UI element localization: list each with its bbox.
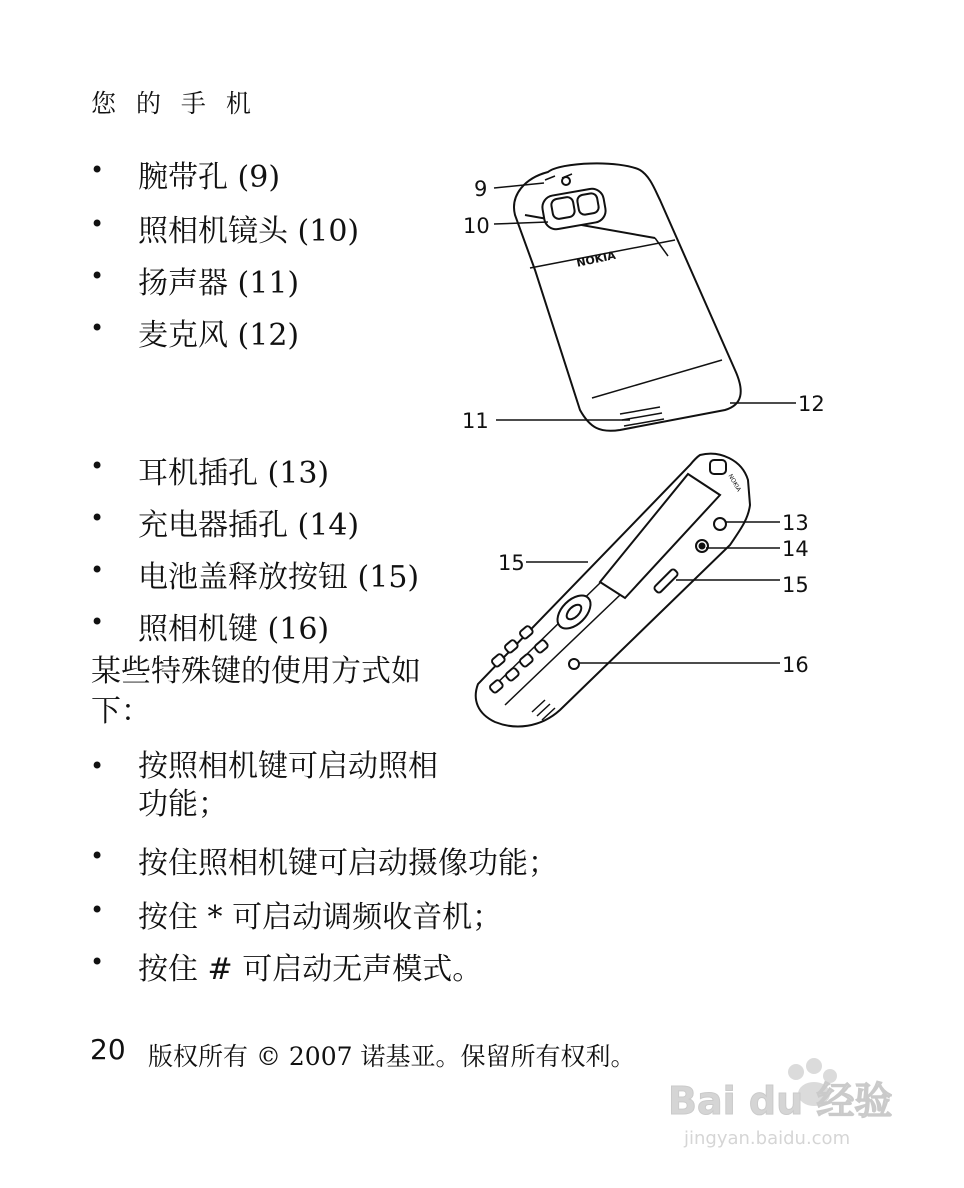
list-item-text: 照相机镜头 (10)	[138, 214, 360, 249]
list-item-text: 电池盖释放按钮 (15)	[138, 560, 420, 595]
bullet: •	[90, 608, 105, 636]
list-item-text: 按照相机键可启动照相功能；	[138, 749, 438, 822]
callout-10: 10	[463, 214, 490, 238]
bullet: •	[90, 896, 105, 924]
watermark-url: jingyan.baidu.com	[684, 1128, 851, 1149]
list-item-text: 按住照相机键可启动摄像功能；	[138, 846, 558, 881]
callout-14: 14	[782, 537, 809, 561]
bullet: •	[90, 262, 105, 290]
nokia-brand-back: NOKIA	[575, 248, 617, 270]
page-header: 您 的 手 机	[91, 89, 257, 118]
baidu-watermark	[664, 1052, 904, 1152]
watermark-logo-text: Bai du 经验	[668, 1079, 893, 1123]
list-item-text: 耳机插孔 (13)	[138, 456, 330, 491]
bullet: •	[90, 556, 105, 584]
phone-back-view	[514, 163, 741, 430]
callout-12: 12	[798, 392, 825, 416]
special-keys-intro: 某些特殊键的使用方式如下：	[91, 654, 421, 729]
callout-15-left: 15	[498, 551, 525, 575]
bullet: •	[90, 504, 105, 532]
list-item-text: 腕带孔 (9)	[138, 160, 281, 195]
bullet: •	[90, 314, 105, 342]
bullet: •	[90, 752, 105, 780]
bullet: •	[90, 842, 105, 870]
list-item-text: 充电器插孔 (14)	[138, 508, 360, 543]
callout-9: 9	[474, 177, 488, 201]
list-item-text: 按住 # 可启动无声模式。	[138, 952, 483, 987]
callout-16: 16	[782, 653, 809, 677]
list-item-text: 麦克风 (12)	[138, 318, 300, 353]
phone-side-view	[476, 454, 750, 727]
list-item-text: 扬声器 (11)	[138, 266, 300, 301]
bullet: •	[90, 156, 105, 184]
list-item-text: 按住 * 可启动调频收音机；	[138, 900, 503, 935]
bullet: •	[90, 452, 105, 480]
callout-11: 11	[462, 409, 489, 433]
bullet: •	[90, 210, 105, 238]
page-number: 20	[90, 1033, 126, 1066]
bullet: •	[90, 948, 105, 976]
nokia-brand-side: NOKIA	[726, 473, 743, 494]
callout-13: 13	[782, 511, 809, 535]
callout-15-right: 15	[782, 573, 809, 597]
list-item-text: 照相机键 (16)	[138, 612, 330, 647]
copyright-notice: 版权所有 © 2007 诺基亚。保留所有权利。	[148, 1042, 636, 1071]
